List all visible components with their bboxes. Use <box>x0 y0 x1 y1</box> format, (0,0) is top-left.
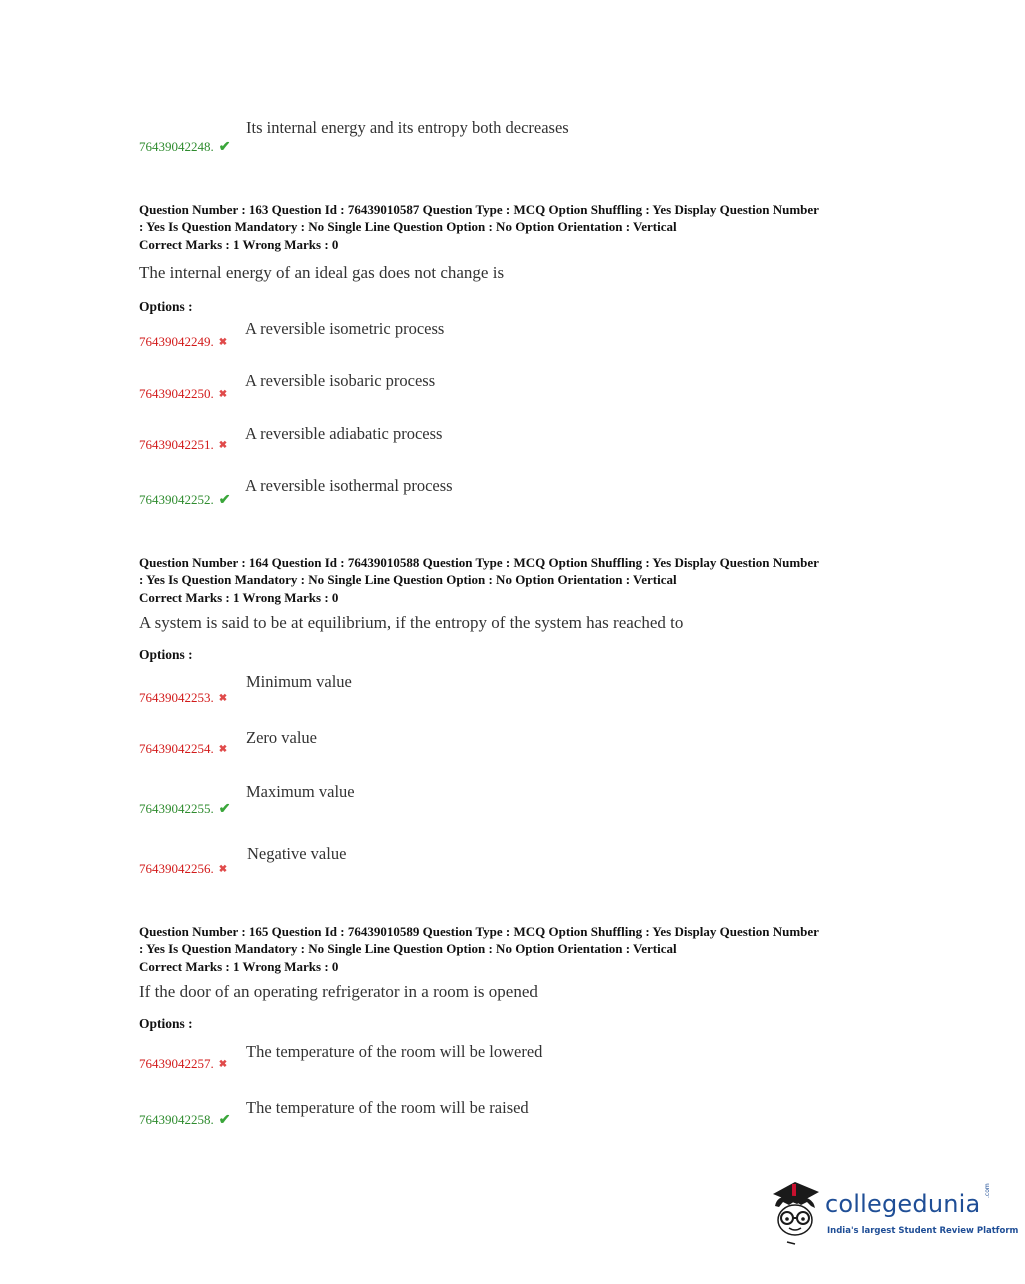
option-id: 76439042257. ✖ <box>139 1056 228 1071</box>
check-icon: ✔ <box>218 140 231 155</box>
question-meta-line: : Yes Is Question Mandatory : No Single Line Question Option : No Option Orientation : Vertical <box>139 219 677 234</box>
option-id: 76439042255. ✔ <box>139 801 231 817</box>
option-text: Zero value <box>246 728 318 747</box>
option-id: 76439042254. ✖ <box>139 741 228 756</box>
option-id: 76439042256. ✖ <box>139 861 228 876</box>
question-meta-line: Question Number : 164 Question Id : 76439010588 Question Type : MCQ Option Shuffling : Yes Display Question Number <box>139 555 819 570</box>
check-icon: ✔ <box>218 493 231 508</box>
cross-icon: ✖ <box>218 440 228 451</box>
option-text: A reversible isobaric process <box>245 371 436 390</box>
cross-icon: ✖ <box>218 337 228 348</box>
option-id: 76439042249. ✖ <box>139 334 228 349</box>
option-id: 76439042251. ✖ <box>139 437 228 452</box>
options-label: Options : <box>139 299 193 314</box>
question-text: If the door of an operating refrigerator in a room is opened <box>139 982 538 1001</box>
options-label: Options : <box>139 1016 193 1031</box>
option-text: Maximum value <box>246 782 355 801</box>
option-text: Minimum value <box>246 672 352 691</box>
option-text: The temperature of the room will be lowered <box>246 1042 543 1061</box>
cross-icon: ✖ <box>218 744 228 755</box>
marks-line: Correct Marks : 1 Wrong Marks : 0 <box>139 959 339 974</box>
option-id: 76439042250. ✖ <box>139 386 228 401</box>
option-id: 76439042252. ✔ <box>139 492 231 508</box>
collegedunia-logo <box>765 1176 1019 1246</box>
option-id: 76439042248. ✔ <box>139 139 231 155</box>
check-icon: ✔ <box>218 1113 231 1128</box>
question-meta <box>139 923 909 957</box>
option-text: A reversible isometric process <box>245 319 445 338</box>
question-text: The internal energy of an ideal gas does not change is <box>139 263 505 282</box>
option-text: Its internal energy and its entropy both decreases <box>246 118 569 137</box>
marks-line: Correct Marks : 1 Wrong Marks : 0 <box>139 590 339 605</box>
cross-icon: ✖ <box>218 864 228 875</box>
question-meta <box>139 554 909 588</box>
mascot-icon <box>765 1176 823 1246</box>
question-meta-line: : Yes Is Question Mandatory : No Single Line Question Option : No Option Orientation : Vertical <box>139 572 677 587</box>
option-text: The temperature of the room will be raised <box>246 1098 529 1117</box>
question-meta-line: Question Number : 163 Question Id : 76439010587 Question Type : MCQ Option Shuffling : Yes Display Question Number <box>139 202 819 217</box>
option-text: A reversible adiabatic process <box>245 424 443 443</box>
question-meta <box>139 201 909 235</box>
check-icon: ✔ <box>218 802 231 817</box>
cross-icon: ✖ <box>218 1059 228 1070</box>
option-text: A reversible isothermal process <box>245 476 453 495</box>
cross-icon: ✖ <box>218 693 228 704</box>
logo-tagline: India's largest Student Review Platform <box>827 1226 1019 1236</box>
question-meta-line: : Yes Is Question Mandatory : No Single Line Question Option : No Option Orientation : Vertical <box>139 941 677 956</box>
question-text: A system is said to be at equilibrium, if the entropy of the system has reached to <box>139 613 684 632</box>
marks-line: Correct Marks : 1 Wrong Marks : 0 <box>139 237 339 252</box>
question-meta-line: Question Number : 165 Question Id : 76439010589 Question Type : MCQ Option Shuffling : Yes Display Question Number <box>139 924 819 939</box>
option-id: 76439042253. ✖ <box>139 690 228 705</box>
options-label: Options : <box>139 647 193 662</box>
cross-icon: ✖ <box>218 389 228 400</box>
option-text: Negative value <box>247 844 347 863</box>
logo-wordmark: collegedunia <box>825 1190 981 1218</box>
logo-domain: .com <box>984 1183 991 1198</box>
option-id: 76439042258. ✔ <box>139 1112 231 1128</box>
